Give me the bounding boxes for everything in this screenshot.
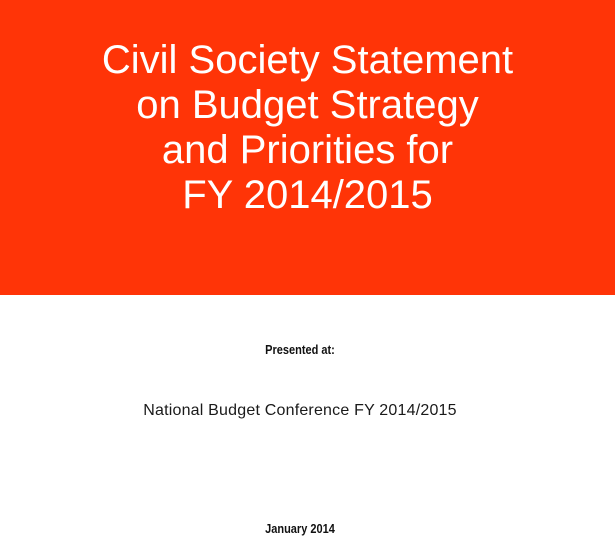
presented-at-label: Presented at: [265,343,335,357]
title-line-3: and Priorities for [161,128,454,172]
title-line-2: on Budget Strategy [136,83,479,127]
title-line-4: FY 2014/2015 [182,173,433,217]
conference-name: National Budget Conference FY 2014/2015 [143,402,457,419]
document-title [0,38,615,218]
document-date: January 2014 [265,522,335,536]
title-line-1: Civil Society Statement [101,38,514,82]
